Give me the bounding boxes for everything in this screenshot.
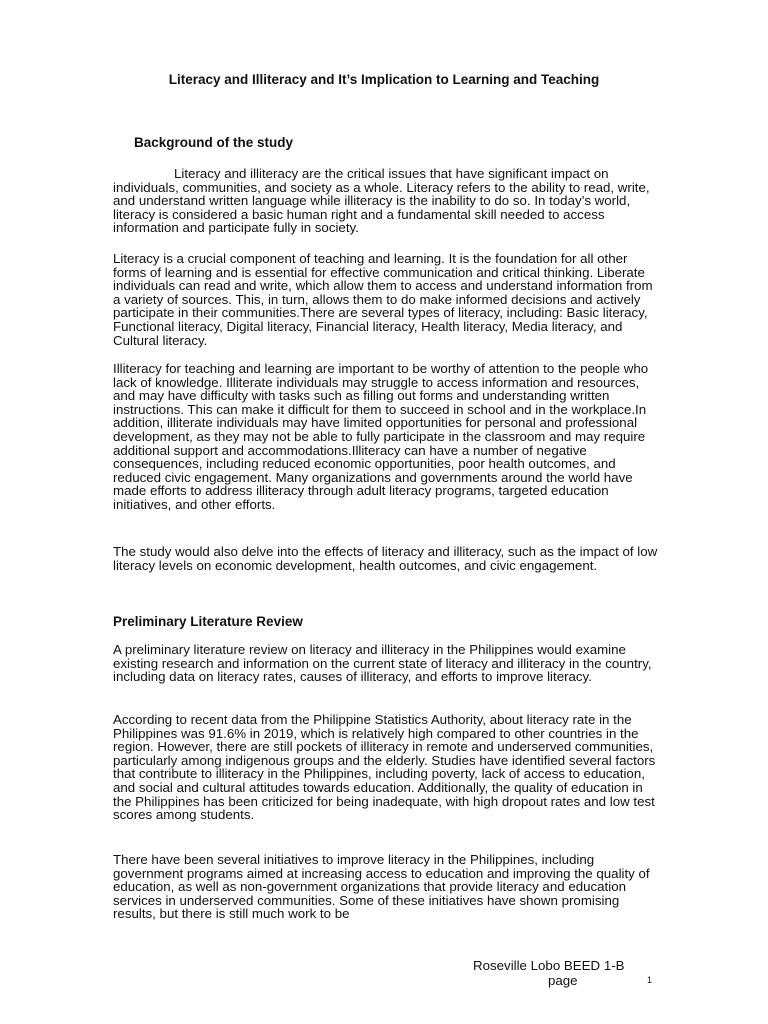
footer-page-label: page bbox=[548, 973, 578, 988]
footer-author: Roseville Lobo BEED 1-B bbox=[473, 958, 625, 973]
section-heading-literature-review: Preliminary Literature Review bbox=[113, 614, 303, 629]
section-heading-background: Background of the study bbox=[134, 135, 294, 150]
footer-page-number: 1 bbox=[647, 975, 653, 985]
paragraph: There have been several initiatives to improve literacy in the Philippines, including government programs aimed at increasing access to education and improving the quality of education, as well as non-government organizations that provide literacy and education services in underserved communities. Some of these initiatives have shown promising results, but there is still much work to be bbox=[113, 852, 650, 922]
paragraph: The study would also delve into the effects of literacy and illiteracy, such as the impact of low literacy levels on economic development, health outcomes, and civic engagement. bbox=[113, 544, 658, 573]
paragraph: According to recent data from the Philippine Statistics Authority, about literacy rate in the Philippines was 91.6% in 2019, which is relatively high compared to other countries in the region. However, there are still pockets of illiteracy in remote and underserved communities, particularly among indigenous groups and the elderly. Studies have identified several factors that contribute to illiteracy in the Philippines, including poverty, lack of access to education, and social and cultural attitudes towards education. Additionally, the quality of education in the Philippines has been criticized for being inadequate, with high dropout rates and low test scores among students. bbox=[113, 712, 656, 823]
document-title: Literacy and Illiteracy and It’s Implication to Learning and Teaching bbox=[168, 72, 600, 87]
paragraph: A preliminary literature review on literacy and illiteracy in the Philippines would examine existing research and information on the current state of literacy and illiteracy in the country, including data on literacy rates, causes of illiteracy, and efforts to improve literacy. bbox=[113, 642, 652, 685]
paragraph: Illiteracy for teaching and learning are important to be worthy of attention to the people who lack of knowledge. Illiterate individuals may struggle to access information and resources, and may have difficulty with tasks such as filling out forms and understanding written instructions. This can make it difficult for them to succeed in school and in the workplace.In addition, illiterate individuals may have limited opportunities for personal and professional development, as they may not be able to fully participate in the classroom and may require additional support and accommodations.Illiteracy can have a number of negative consequences, including reduced economic opportunities, poor health outcomes, and reduced civic engagement. Many organizations and governments around the world have made efforts to address illiteracy through adult literacy programs, targeted education initiatives, and other efforts. bbox=[113, 361, 649, 512]
paragraph: Literacy and illiteracy are the critical issues that have significant impact on individuals, communities, and society as a whole. Literacy refers to the ability to read, write, and understand written language while illiteracy is the inability to do so. In today’s world, literacy is considered a basic human right and a fundamental skill needed to access information and participate fully in society. bbox=[113, 166, 650, 236]
paragraph: Literacy is a crucial component of teaching and learning. It is the foundation for all other forms of learning and is essential for effective communication and critical thinking. Liberate individuals can read and write, which allow them to access and understand information from a variety of sources. This, in turn, allows them to do make informed decisions and actively participate in their communities.There are several types of literacy, including: Basic literacy, Functional literacy, Digital literacy, Financial literacy, Health literacy, Media literacy, and Cultural literacy. bbox=[113, 251, 653, 348]
